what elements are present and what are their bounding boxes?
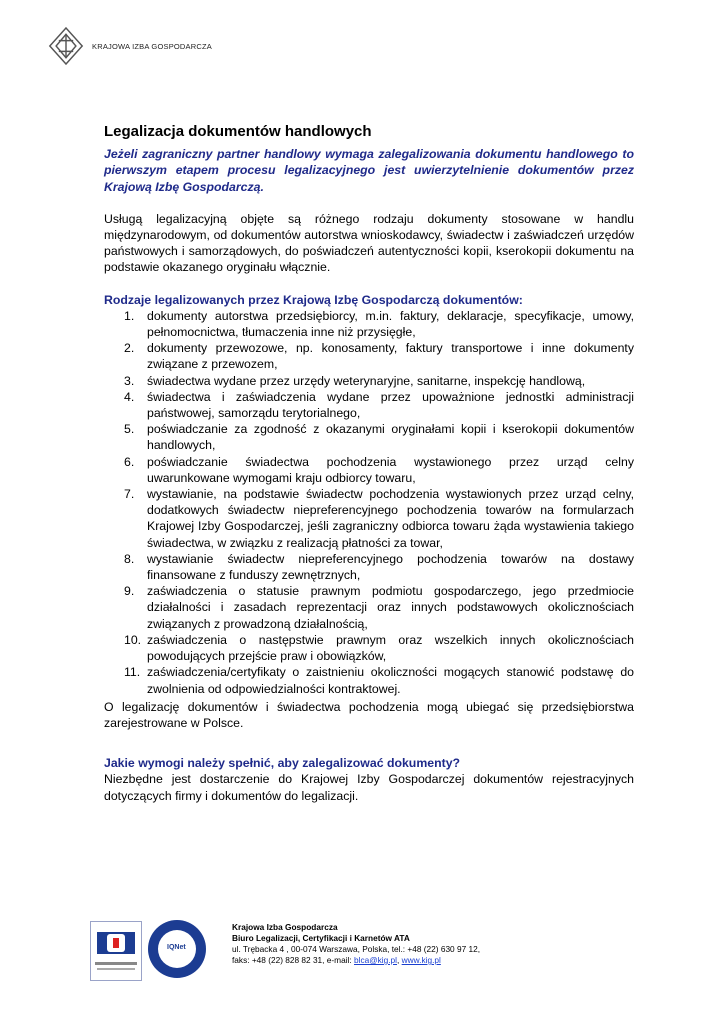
footer-address: ul. Trębacka 4 , 00-074 Warszawa, Polska, tel.: +48 (22) 630 97 12,	[232, 944, 481, 954]
list-item: 3. świadectwa wydane przez urzędy weterynaryjne, sanitarne, inspekcję handlową,	[124, 373, 586, 388]
page-footer	[90, 918, 650, 982]
iqnet-certified-icon	[148, 920, 206, 978]
quality-certificate-icon	[90, 921, 142, 981]
eligibility-paragraph: O legalizację dokumentów i świadectwa pochodzenia mogą ubiegać się przedsiębiorstwa zarejestrowane w Polsce.	[104, 699, 634, 730]
website-link[interactable]: www.kig.pl	[401, 955, 441, 965]
intro-paragraph: Usługą legalizacyjną objęte są różnego rodzaju dokumenty stosowane w handlu międzynarodowym, od dokumentów autorstwa wnioskodawcy, świadectw i zaświadczeń urzędów państwowych i samorządowych, do poświadczeń autentyczności kopii, kserokopii dokumentu na podstawie okazanego oryginału włącznie.	[104, 211, 634, 275]
kig-logo-icon	[48, 26, 84, 66]
page-title: Legalizacja dokumentów handlowych	[104, 123, 372, 140]
requirements-heading: Jakie wymogi należy spełnić, aby zalegalizować dokumenty?	[104, 756, 461, 771]
iqnet-label: IQNet	[167, 944, 186, 951]
list-item: 8. wystawianie świadectw niepreferencyjnego pochodzenia towarów na dostawy finansowane z funduszy zewnętrznych,	[124, 551, 634, 583]
requirements-paragraph: Niezbędne jest dostarczenie do Krajowej Izby Gospodarczej dokumentów rejestracyjnych dotyczących firmy i dokumentów do legalizacji.	[104, 772, 634, 803]
list-item: 5. poświadczanie za zgodność z okazanymi oryginałami kopii i kserokopii dokumentów handlowych,	[124, 422, 634, 453]
document-types-list	[104, 308, 634, 697]
footer-org: Krajowa Izba Gospodarcza	[232, 922, 338, 932]
types-heading: Rodzaje legalizowanych przez Krajową Izbę Gospodarczą dokumentów:	[104, 292, 523, 307]
list-item: 11. zaświadczenia/certyfikaty o zaistnieniu okoliczności mogących stanowić podstawę do zwolnienia od odpowiedzialności kontraktowej.	[124, 665, 634, 696]
list-item: 10. zaświadczenia o następstwie prawnym oraz wszelkich innych okolicznościach powodujących przejście praw i obowiązków,	[124, 632, 634, 664]
email-link[interactable]: blca@kig.pl	[354, 955, 398, 965]
lead-paragraph: Jeżeli zagraniczny partner handlowy wymaga zalegalizowania dokumentu handlowego to pierwszym etapem procesu legalizacyjnego jest uwierzytelnienie dokumentów przez Krajową Izbę Gospodarczą.	[104, 147, 634, 194]
list-item: 1. dokumenty autorstwa przedsiębiorcy, m.in. faktury, deklaracje, specyfikacje, umowy, pełnomocnictwa, tłumaczenia inne niż przysięgłe,	[124, 308, 634, 340]
document-body	[104, 124, 634, 804]
org-name: KRAJOWA IZBA GOSPODARCZA	[92, 41, 212, 51]
list-item: 9. zaświadczenia o statusie prawnym podmiotu gospodarczego, jego przedmiocie działalności i zasadach reprezentacji oraz innych podstawowych okolicznościach związanych z prowadzoną działalnością,	[124, 584, 634, 631]
list-item: 2. dokumenty przewozowe, np. konosamenty, faktury transportowe i inne dokumenty związane z przewozem,	[124, 341, 634, 372]
footer-dept: Biuro Legalizacji, Certyfikacji i Karnetów ATA	[232, 933, 410, 943]
contact-block	[232, 922, 480, 966]
list-item: 7. wystawianie, na podstawie świadectw pochodzenia wystawionych przez urząd celny, dodatkowych świadectw niepreferencyjnego pochodzenia towarów na formularzach Krajowej Izby Gospodarczej, jeśli zagraniczny odbiorca towaru żąda wystawienia takiego świadectwa, w związku z realizacją płatności za towar,	[124, 487, 634, 550]
list-item: 6. poświadczanie świadectwa pochodzenia wystawionego przez urząd celny uwarunkowane wymogami kraju odbiorcy towaru,	[124, 454, 634, 485]
page-header	[48, 26, 212, 66]
list-item: 4. świadectwa i zaświadczenia wydane przez upoważnione jednostki administracji państwowej, samorządu terytorialnego,	[124, 389, 634, 421]
footer-contact-line: faks: +48 (22) 828 82 31, e-mail: blca@kig.pl, www.kig.pl	[232, 955, 441, 965]
